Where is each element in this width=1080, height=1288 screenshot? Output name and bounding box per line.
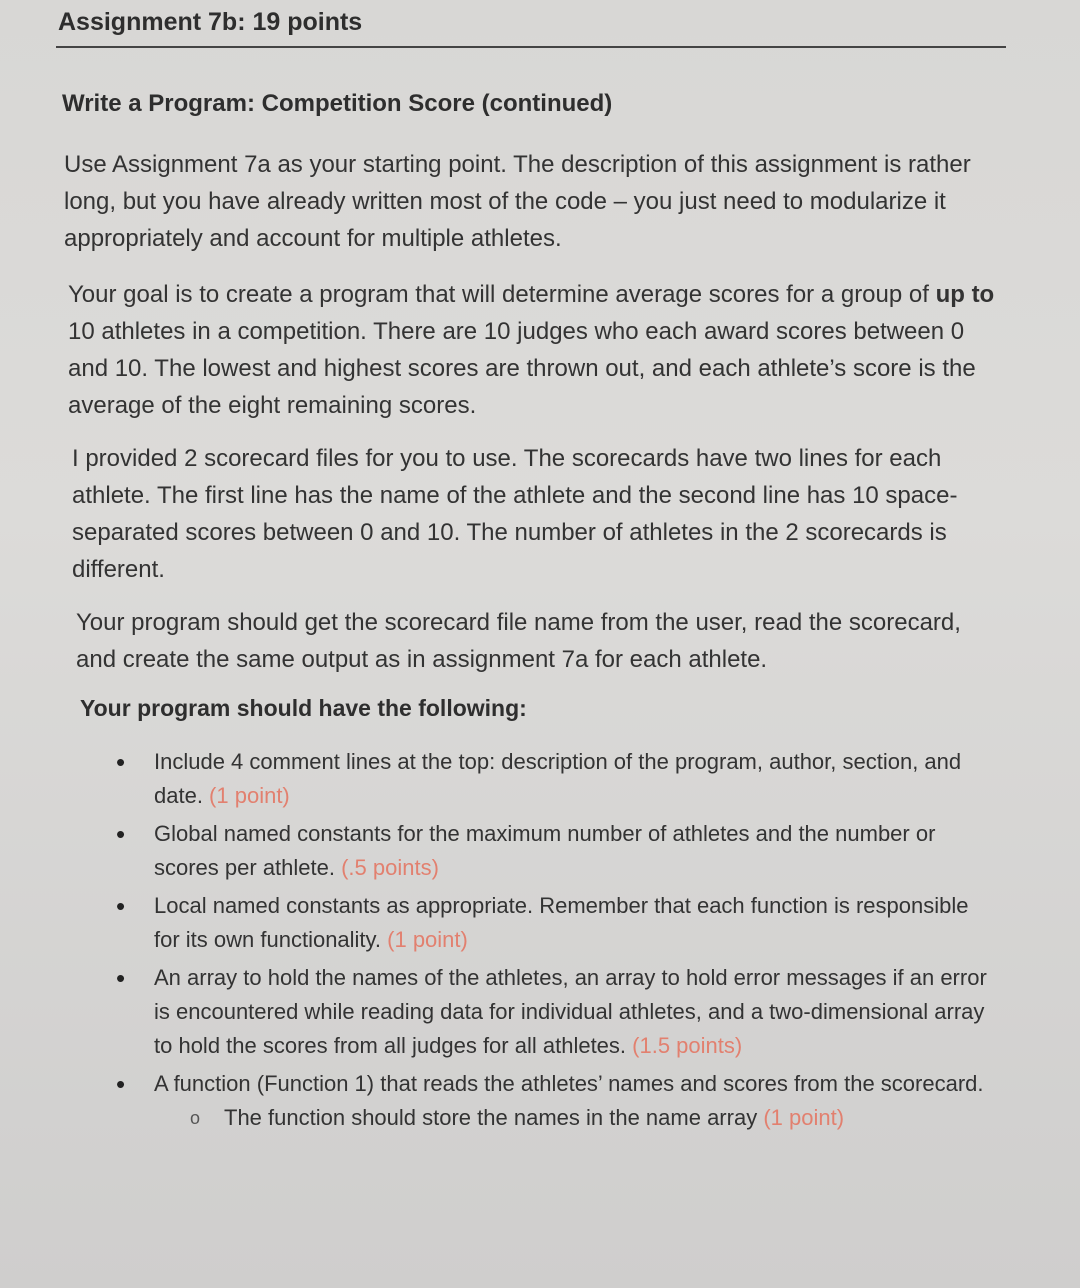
section-heading: Write a Program: Competition Score (continued) xyxy=(62,90,613,117)
requirement-item xyxy=(110,817,990,885)
assignment-title: Assignment 7b: 19 points xyxy=(58,8,363,36)
output-paragraph: Your program should get the scorecard file name from the user, read the scorecard, and create the same output as in assignment 7a for each athlete. xyxy=(76,609,961,673)
requirements-heading: Your program should have the following: xyxy=(80,695,527,721)
goal-text-bold: up to xyxy=(935,281,995,308)
subrequirement-item xyxy=(188,1101,990,1135)
requirement-text: An array to hold the names of the athletes, an array to hold error messages if an error is encountered while reading data for individual athletes, and a two-dimensional array to hold the scores from all judges for all athletes. xyxy=(154,965,987,1058)
requirement-text: Include 4 comment lines at the top: description of the program, author, section, and date. xyxy=(154,749,962,808)
requirement-text: A function (Function 1) that reads the athletes’ names and scores from the scorecard. xyxy=(154,1071,984,1096)
goal-paragraph xyxy=(68,276,998,424)
requirement-text: Local named constants as appropriate. Remember that each function is responsible for its own functionality. xyxy=(154,893,969,952)
subrequirement-points: (1 point) xyxy=(763,1105,845,1130)
requirement-points: (1.5 points) xyxy=(632,1033,743,1058)
title-divider xyxy=(56,46,1006,48)
requirement-text: Global named constants for the maximum number of athletes and the number or scores per athlete. xyxy=(154,821,936,880)
goal-text-start: Your goal is to create a program that will determine average scores for a group of xyxy=(68,281,936,308)
requirements-list xyxy=(110,745,990,1139)
requirement-points: (1 point) xyxy=(387,927,468,952)
requirement-points: (.5 points) xyxy=(341,855,439,880)
goal-text-end: 10 athletes in a competition. There are 10 judges who each award scores between 0 and 10. The lowest and highest scores are thrown out, and each athlete’s score is the average of the eight remaining scores. xyxy=(68,318,976,419)
subrequirements-list xyxy=(154,1101,990,1135)
intro-paragraph: Use Assignment 7a as your starting point. The description of this assignment is rather long, but you have already written most of the code – you just need to modularize it appropriately and account for multiple athletes. xyxy=(64,151,971,252)
requirement-points: (1 point) xyxy=(209,783,290,808)
requirement-item xyxy=(110,745,990,813)
requirement-item xyxy=(110,1067,990,1135)
scorecard-paragraph: I provided 2 scorecard files for you to use. The scorecards have two lines for each athlete. The first line has the name of the athlete and the second line has 10 space-separated scores between 0 and 10. The number of athletes in the 2 scorecards is different. xyxy=(72,445,958,583)
requirement-item xyxy=(110,961,990,1063)
requirement-item xyxy=(110,889,990,957)
subrequirement-text: The function should store the names in the name array xyxy=(224,1105,764,1130)
